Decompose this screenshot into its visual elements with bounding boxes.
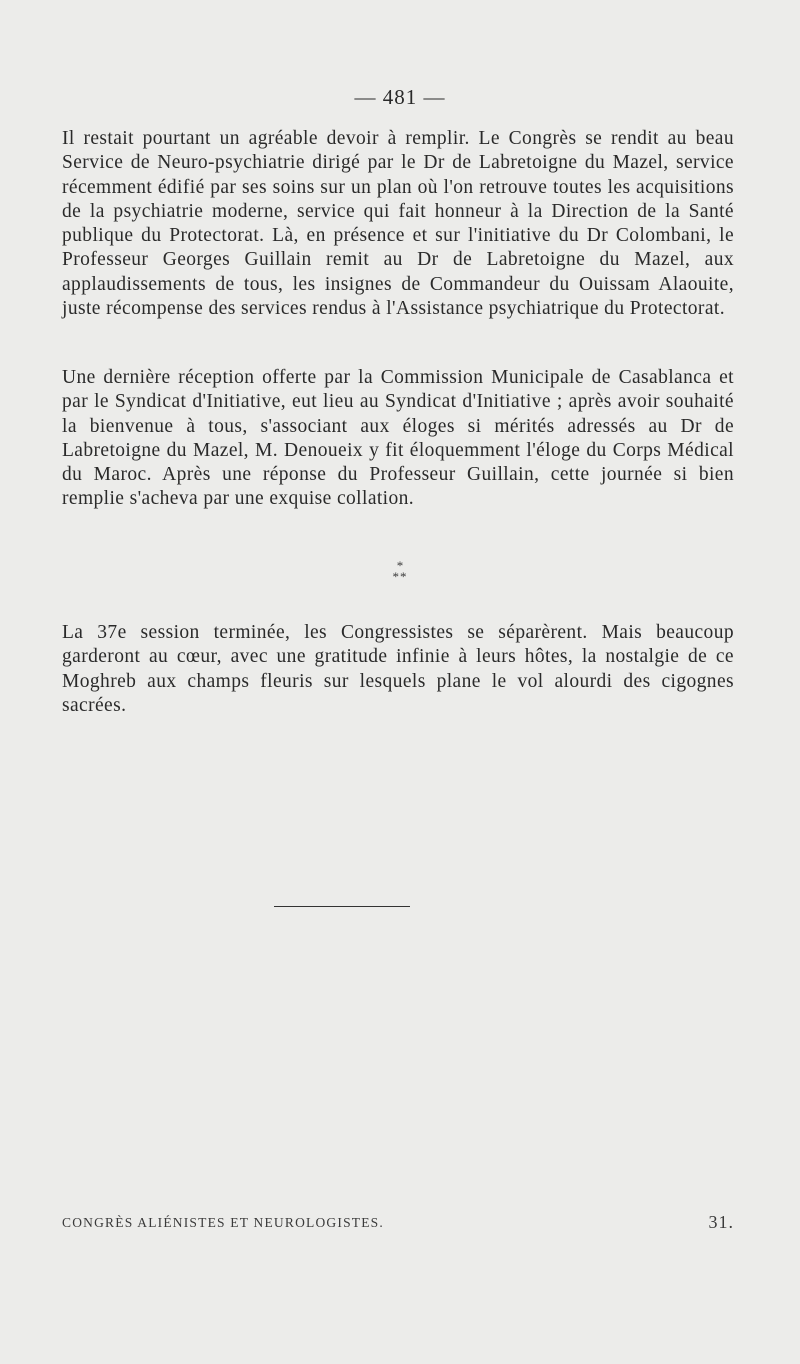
running-title: CONGRÈS ALIÉNISTES ET NEUROLOGISTES. xyxy=(62,1215,384,1230)
paragraph-3 xyxy=(62,621,734,718)
paragraph-text: Une dernière réception offerte par la Commission Municipale de Casablanca et par le Syndicat d'Initiative, eut lieu au Syndicat d'Initiative ; après avoir souhaité la bienvenue à tous, s'associant aux éloges si mérités adressés au Dr de Labretoigne du Mazel, M. Denoueix y fit éloquemment l'éloge du Corps Médical du Maroc. Après une réponse du Professeur Guillain, cette journée si bien remplie s'acheva par une exquise collation. xyxy=(62,367,734,510)
paragraph-2 xyxy=(62,366,734,512)
paragraph-text: La 37e session terminée, les Congressistes se séparèrent. Mais beaucoup garderont au cœur, avec une gratitude infinie à leurs hôtes, la nostalgie de ce Moghreb aux champs fleuris sur lesquels plane le vol alourdi des cigognes sacrées. xyxy=(62,622,734,716)
paragraph-text: Il restait pourtant un agréable devoir à remplir. Le Congrès se rendit au beau Service de Neuro-psychiatrie dirigé par le Dr de Labretoigne du Mazel, service récemment édifié par ses soins sur un plan où l'on retrouve toutes les acquisitions de la psychiatrie moderne, service qui fait honneur à la Direction de la Santé publique du Protectorat. Là, en présence et sur l'initiative du Dr Colombani, le Professeur Georges Guillain remit au Dr de Labretoigne du Mazel, aux applaudissements de tous, les insignes de Commandeur du Ouissam Alaouite, juste récompense des services rendus à l'Assistance psychiatrique du Protectorat. xyxy=(62,128,734,320)
page-number: — 481 — xyxy=(354,85,446,109)
asterism-bottom: ** xyxy=(392,569,408,584)
paragraph-1 xyxy=(62,127,734,321)
signature-mark: 31. xyxy=(708,1212,734,1232)
asterism-top: * xyxy=(396,558,404,573)
end-rule xyxy=(274,906,410,907)
asterism-divider xyxy=(0,560,800,582)
footer xyxy=(62,1212,734,1234)
